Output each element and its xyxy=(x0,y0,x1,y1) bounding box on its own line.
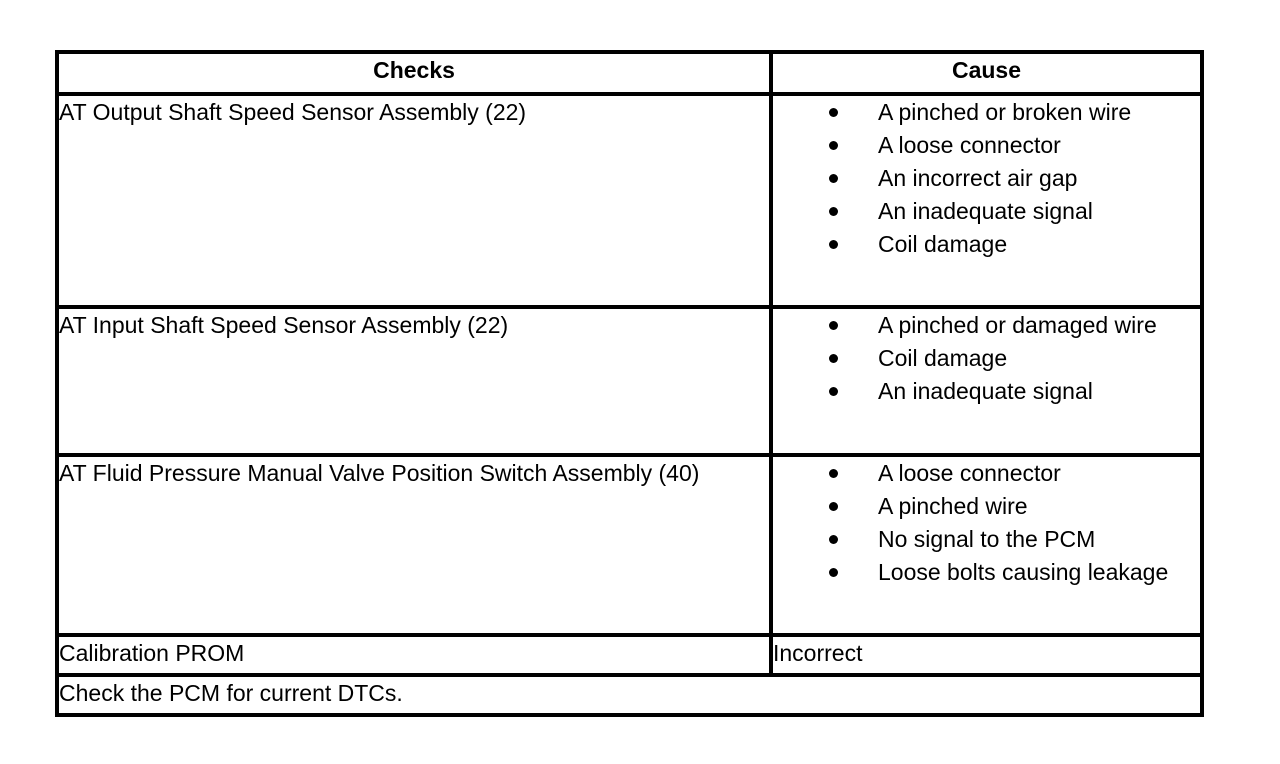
bullet-icon xyxy=(829,502,838,511)
list-item xyxy=(773,457,1200,490)
list-item xyxy=(773,523,1200,556)
list-item xyxy=(773,375,1200,408)
list-item xyxy=(773,309,1200,342)
check-cell: Calibration PROM xyxy=(57,635,771,675)
list-item xyxy=(773,129,1200,162)
checks-header: Checks xyxy=(57,52,771,94)
bullet-icon xyxy=(829,108,838,117)
table-row xyxy=(57,94,1202,307)
bullet-icon xyxy=(829,469,838,478)
cause-text: A loose connector xyxy=(878,460,1061,486)
table-row xyxy=(57,455,1202,635)
table-row xyxy=(57,307,1202,455)
list-item xyxy=(773,342,1200,375)
diagnostic-table xyxy=(55,50,1204,717)
bullet-icon xyxy=(829,535,838,544)
bullet-icon xyxy=(829,141,838,150)
cause-text: A pinched or broken wire xyxy=(878,99,1132,125)
list-item xyxy=(773,556,1200,589)
cause-list xyxy=(773,96,1200,261)
bullet-icon xyxy=(829,207,838,216)
list-item xyxy=(773,490,1200,523)
cause-text: Coil damage xyxy=(878,345,1008,371)
bullet-icon xyxy=(829,387,838,396)
list-item xyxy=(773,195,1200,228)
header-row xyxy=(57,52,1202,94)
table-row xyxy=(57,635,1202,675)
check-cell: AT Output Shaft Speed Sensor Assembly (22) xyxy=(57,94,771,307)
list-item xyxy=(773,96,1200,129)
cause-list xyxy=(773,309,1200,408)
cause-text: Coil damage xyxy=(878,231,1008,257)
cause-text: A pinched wire xyxy=(878,493,1028,519)
cause-text: An inadequate signal xyxy=(878,378,1093,404)
cause-list xyxy=(773,457,1200,589)
bullet-icon xyxy=(829,240,838,249)
cause-text: An inadequate signal xyxy=(878,198,1093,224)
list-item xyxy=(773,162,1200,195)
footer-note: Check the PCM for current DTCs. xyxy=(57,675,1202,715)
cause-text: No signal to the PCM xyxy=(878,526,1096,552)
cause-cell xyxy=(771,455,1202,635)
footer-row xyxy=(57,675,1202,715)
cause-cell xyxy=(771,307,1202,455)
list-item xyxy=(773,228,1200,261)
cause-text: Loose bolts causing leakage xyxy=(878,559,1169,585)
cause-cell: Incorrect xyxy=(771,635,1202,675)
bullet-icon xyxy=(829,568,838,577)
bullet-icon xyxy=(829,174,838,183)
bullet-icon xyxy=(829,354,838,363)
check-cell: AT Input Shaft Speed Sensor Assembly (22) xyxy=(57,307,771,455)
cause-text: A loose connector xyxy=(878,132,1061,158)
check-cell: AT Fluid Pressure Manual Valve Position Switch Assembly (40) xyxy=(57,455,771,635)
bullet-icon xyxy=(829,321,838,330)
cause-text: A pinched or damaged wire xyxy=(878,312,1157,338)
cause-header: Cause xyxy=(771,52,1202,94)
cause-text: An incorrect air gap xyxy=(878,165,1078,191)
cause-cell xyxy=(771,94,1202,307)
